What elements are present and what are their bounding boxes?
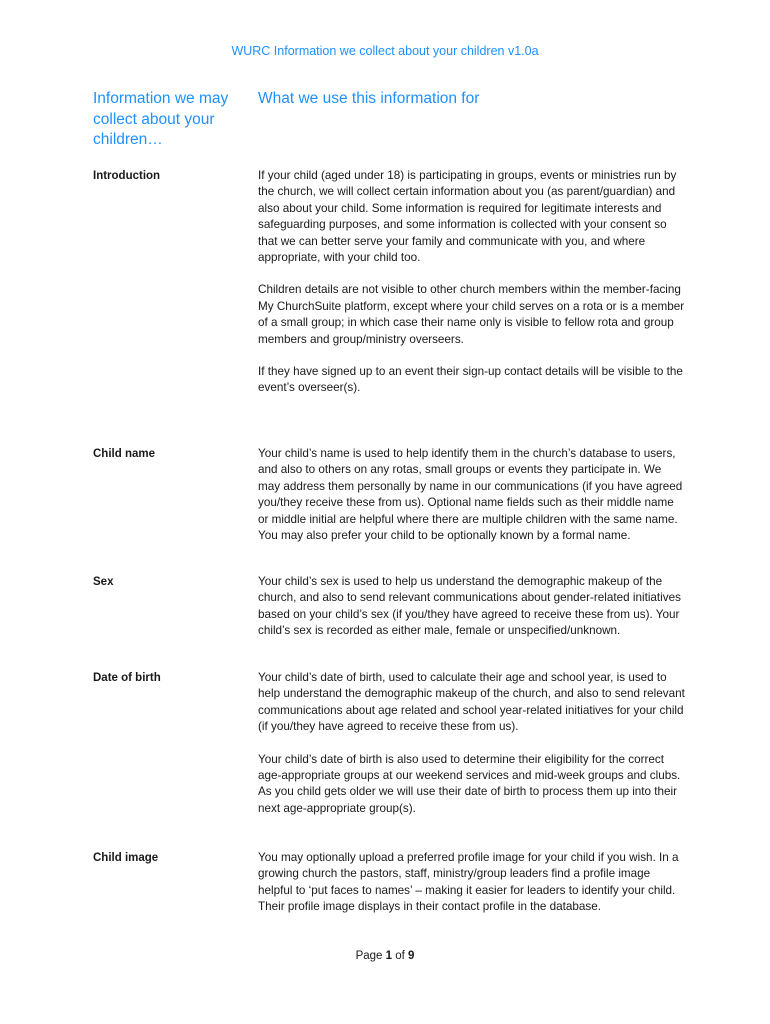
left-column-heading: Information we may collect about your children… bbox=[93, 90, 229, 148]
page-footer bbox=[0, 950, 770, 962]
paragraph: Your child’s sex is used to help us understand the demographic makeup of the church, and also to send relevant communications about gender-related initiatives based on your child’s sex (if you/they have agreed to receive these from us). Your child’s sex is recorded as either male, female or unspecified/unknown. bbox=[258, 575, 681, 638]
section-body bbox=[258, 168, 686, 413]
paragraph: If they have signed up to an event their sign-up contact details will be visible to the event’s overseer(s). bbox=[258, 365, 683, 395]
page-total: 9 bbox=[408, 950, 415, 962]
section-body bbox=[258, 670, 686, 833]
section-label: Child image bbox=[93, 852, 159, 864]
paragraph: Children details are not visible to other church members within the member-facing My ChurchSuite platform, except where your child serves on a rota or is a member of a small group; in which case their name only is visible to fellow rota and group members and group/ministry overseers. bbox=[258, 283, 685, 346]
section-body bbox=[258, 574, 686, 656]
section-body bbox=[258, 446, 686, 560]
paragraph: Your child’s name is used to help identify them in the church’s database to users, and also to others on any rotas, small groups or events they participate in. We may address them personally by name in our communications (if you have agreed you/they receive these from us). Optional name fields such as their middle name or middle initial are helpful where there are multiple children with the same name. You may also prefer your child to be optionally known by a formal name. bbox=[258, 447, 683, 543]
paragraph: If your child (aged under 18) is participating in groups, events or ministries run by the church, we will collect certain information about you (as parent/guardian) and also about your child. Some information is required for legitimate interests and safeguarding purposes, and some information is collected with your consent so that we can better serve your family and communicate with you, and where appropriate, with your child too. bbox=[258, 169, 677, 265]
page-word: Page bbox=[355, 950, 383, 962]
paragraph: You may optionally upload a preferred profile image for your child if you wish. In a growing church the pastors, staff, ministry/group leaders find a profile image helpful to ‘put faces to names’ – making it easier for leaders to identify your child. Their profile image displays in their contact profile in the database. bbox=[258, 851, 679, 914]
section-label: Introduction bbox=[93, 170, 161, 182]
section-body bbox=[258, 850, 686, 932]
paragraph: Your child’s date of birth, used to calculate their age and school year, is used to help understand the demographic makeup of the church, and also to send relevant communications about age related and school year-related initiatives for your child (if you/they have agreed to receive these from us). bbox=[258, 671, 685, 734]
section-label: Child name bbox=[93, 448, 155, 460]
section-label: Date of birth bbox=[93, 672, 161, 684]
document-header: WURC Information we collect about your children v1.0a bbox=[231, 44, 539, 58]
page-number: 1 bbox=[385, 950, 393, 962]
right-column-heading: What we use this information for bbox=[258, 90, 480, 107]
paragraph: Your child’s date of birth is also used to determine their eligibility for the correct age-appropriate groups at our weekend services and mid-week groups and clubs. As you child gets older we will use their date of birth to process them up into their next age-appropriate group(s). bbox=[258, 752, 681, 815]
of-word: of bbox=[395, 950, 405, 962]
section-label: Sex bbox=[93, 576, 114, 588]
